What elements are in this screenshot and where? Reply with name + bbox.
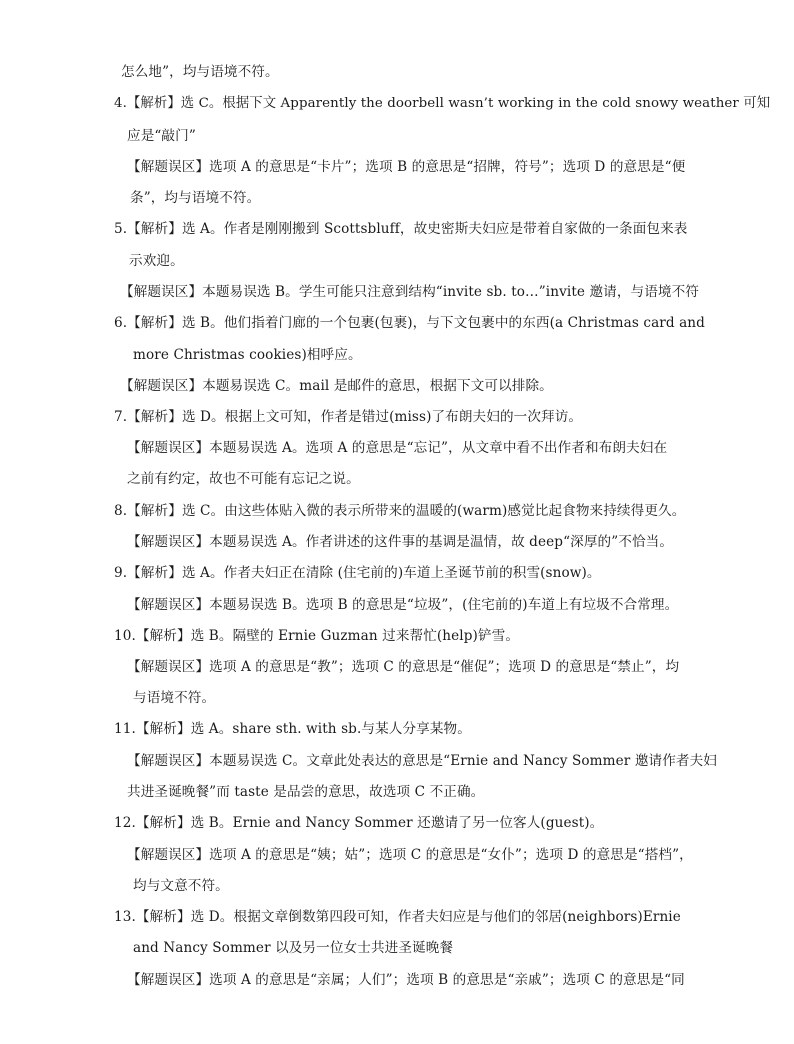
text-line: 【解题误区】本题易误选 A。作者讲述的这件事的基调是温情，故 deep“深厚的”不恰当。 [127, 534, 674, 550]
text-line: 【解题误区】本题易误选 A。选项 A 的意思是“忘记”，从文章中看不出作者和布朗夫妇在 [127, 440, 668, 456]
text-line: 【解题误区】选项 A 的意思是“教”；选项 C 的意思是“催促”；选项 D 的意思是“禁止”，均 [127, 659, 680, 675]
text-line: 13.【解析】选 D。根据文章倒数第四段可知，作者夫妇应是与他们的邻居(neighbors)Ernie [114, 909, 681, 925]
text-line: 【解题误区】本题易误选 B。选项 B 的意思是“垃圾”，(住宅前的)车道上有垃圾不合常理。 [127, 597, 679, 613]
text-line: 【解题误区】选项 A 的意思是“亲属；人们”；选项 B 的意思是“亲戚”；选项 C 的意思是“同 [127, 972, 685, 988]
text-line: 【解题误区】本题易误选 C。文章此处表达的意思是“Ernie and Nancy Sommer 邀请作者夫妇 [127, 753, 717, 769]
text-line: 之前有约定，故也不可能有忘记之说。 [127, 471, 360, 487]
text-line: 【解题误区】选项 A 的意思是“卡片”；选项 B 的意思是“招牌，符号”；选项 D 的意思是“便 [127, 159, 686, 175]
text-line: 7.【解析】选 D。根据上文可知，作者是错过(miss)了布朗夫妇的一次拜访。 [114, 409, 583, 425]
text-line: 12.【解析】选 B。Ernie and Nancy Sommer 还邀请了另一位客人(guest)。 [114, 815, 604, 831]
text-line: 均与文意不符。 [133, 878, 229, 894]
text-line: more Christmas cookies)相呼应。 [133, 347, 362, 363]
text-line: 11.【解析】选 A。share sth. with sb.与某人分享某物。 [114, 721, 471, 737]
text-line: and Nancy Sommer 以及另一位女士共进圣诞晚餐 [133, 940, 454, 956]
text-line: 应是“敲门” [127, 128, 196, 144]
text-line: 【解题误区】选项 A 的意思是“姨；姑”；选项 C 的意思是“女仆”；选项 D 的意思是“搭档”， [127, 847, 693, 863]
text-line: 10.【解析】选 B。隔壁的 Ernie Guzman 过来帮忙(help)铲雪。 [114, 628, 520, 644]
text-line: 【解题误区】本题易误选 B。学生可能只注意到结构“invite sb. to…”invite 邀请，与语境不符 [120, 284, 699, 300]
text-line: 6.【解析】选 B。他们指着门廊的一个包裹(包裹)，与下文包裹中的东西(a Christmas card and [114, 315, 705, 331]
text-line: 5.【解析】选 A。作者是刚刚搬到 Scottsbluff，故史密斯夫妇应是带着自家做的一条面包来表 [114, 221, 688, 237]
text-line: 8.【解析】选 C。由这些体贴入微的表示所带来的温暖的(warm)感觉比起食物来持续得更久。 [114, 503, 686, 519]
text-line: 与语境不符。 [133, 690, 216, 706]
text-line: 9.【解析】选 A。作者夫妇正在清除 (住宅前的)车道上圣诞节前的积雪(snow)。 [114, 565, 601, 581]
text-line: 4.【解析】选 C。根据下文 Apparently the doorbell wasn’t working in the cold snowy weather 可知 [114, 96, 771, 111]
text-line: 示欢迎。 [129, 253, 184, 269]
text-line: 条”，均与语境不符。 [130, 190, 261, 206]
text-line: 共进圣诞晚餐”而 taste 是品尝的意思，故选项 C 不正确。 [127, 784, 485, 800]
text-line: 【解题误区】本题易误选 C。mail 是邮件的意思，根据下文可以排除。 [120, 378, 553, 394]
text-line: 怎么地”，均与语境不符。 [121, 64, 279, 80]
